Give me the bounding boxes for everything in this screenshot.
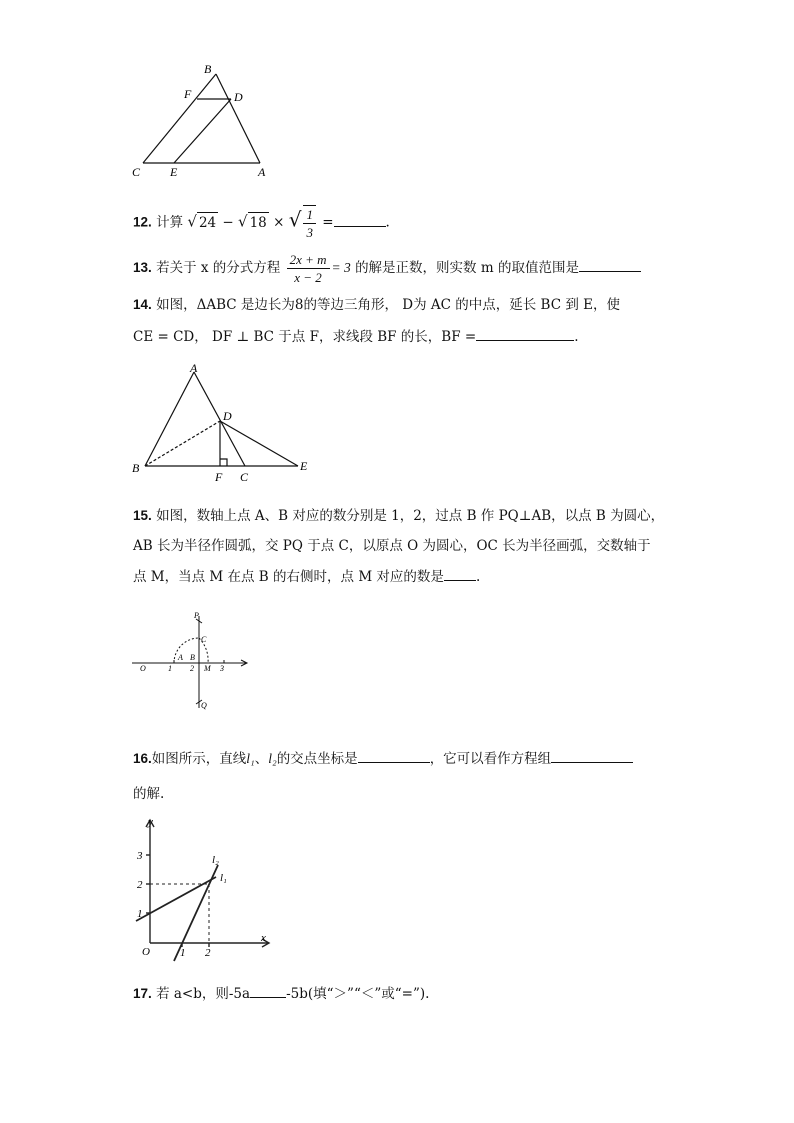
tick-1: 1 [168, 664, 172, 673]
question-text: 计算 [156, 214, 184, 231]
question-text: 如图，ΔABC 是边长为8的等边三角形， D为 AC 的中点，延长 BC 到 E，使 [156, 297, 620, 313]
question-number: 16. [133, 751, 152, 766]
answer-blank[interactable] [250, 983, 286, 998]
segment-bc [143, 74, 216, 163]
question-number: 12. [133, 214, 152, 230]
label-d: D [234, 90, 243, 104]
y-tick-2: 2 [137, 879, 143, 891]
axis-x-label: x [261, 932, 266, 944]
label-d: D [223, 409, 232, 423]
label-o: O [140, 664, 146, 673]
label-b: B [190, 653, 195, 662]
question-text: 如图，数轴上点 A、B 对应的数分别是 1，2，过点 B 作 PQ⊥AB，以点 B 为圆心， [156, 508, 665, 524]
label-e: E [300, 459, 308, 473]
question-16-line-2 [133, 784, 164, 804]
question-text: 若关于 x 的分式方程 [156, 260, 281, 276]
question-text: 若 a<b，则-5a [156, 986, 251, 1002]
question-15-line-1 [133, 506, 664, 526]
answer-blank-2[interactable] [551, 748, 633, 763]
label-m: M [204, 664, 211, 673]
question-13: 13. 若关于 x 的分式方程 $\frac{2x + m}{x - 2}$ = 3 的解是正数，则实数 m 的取值范围是 [133, 251, 641, 286]
label-b: B [132, 461, 140, 475]
label-p: P [194, 611, 199, 620]
label-q: Q [201, 701, 207, 710]
number-line-figure-15 [128, 608, 258, 718]
label-origin: O [142, 946, 150, 958]
y-tick-3: 3 [137, 850, 143, 862]
label-c: C [240, 470, 249, 484]
segment-de [174, 99, 231, 163]
label-a: A [190, 361, 198, 375]
label-l2: l₂ [212, 854, 219, 866]
question-text: AB 长为半径作圆弧，交 PQ 于点 C，以原点 O 为圆心，OC 长为半径画弧，交数轴于 [133, 538, 651, 554]
label-e: E [170, 165, 178, 179]
sqrt-18: 18 [248, 212, 269, 233]
question-text: CE = CD， DF ⊥ BC 于点 F，求线段 BF 的长，BF = [133, 329, 477, 345]
label-f: F [184, 87, 192, 101]
equation-fraction: $\frac{2x + m}{x - 2}$ [287, 251, 330, 286]
question-number: 15. [133, 508, 152, 523]
sqrt-24: 24 [197, 212, 218, 233]
label-a: A [178, 653, 183, 662]
answer-blank[interactable] [579, 257, 641, 272]
question-text: 如图所示，直线 [151, 751, 247, 767]
segment-ba [216, 74, 260, 163]
question-17: 17. 若 a<b，则-5a -5b(填“＞”“＜”或“=”). [133, 983, 429, 1004]
label-a: A [258, 165, 266, 179]
question-14-line-1 [133, 295, 620, 315]
answer-blank[interactable] [444, 566, 476, 581]
question-number: 17. [133, 986, 152, 1001]
question-15-line-2 [133, 536, 651, 556]
tick-3: 3 [220, 664, 224, 673]
question-15-line-3: 点 M，当点 M 在点 B 的右侧时，点 M 对应的数是 . [133, 566, 480, 587]
answer-blank[interactable] [476, 326, 574, 341]
question-12: 12. 计算 √ 24 − √ 18 × √ $\frac{1}{3}$ = . [133, 207, 390, 240]
y-tick-1: 1 [137, 908, 143, 920]
triangle-figure-14 [128, 360, 328, 485]
question-text: 点 M，当点 M 在点 B 的右侧时，点 M 对应的数是 [133, 569, 444, 585]
fraction-one-third: $\frac{1}{3}$ [303, 205, 316, 241]
x-tick-2: 2 [205, 947, 211, 959]
question-16-line-1: 16.如图所示，直线l₁、l₂的交点坐标是 ，它可以看作方程组 [133, 748, 633, 769]
question-text: 的解. [133, 786, 165, 802]
question-14-line-2: CE = CD， DF ⊥ BC 于点 F，求线段 BF 的长，BF = . [133, 326, 579, 347]
triangle-figure-11 [128, 60, 273, 185]
coordinate-graph-figure-16 [128, 815, 278, 965]
x-tick-1: 1 [180, 947, 186, 959]
label-f: F [215, 470, 223, 484]
question-number: 14. [133, 297, 152, 312]
tick-2: 2 [190, 664, 194, 673]
answer-blank-1[interactable] [358, 748, 430, 763]
label-c: C [201, 635, 207, 644]
axis-y-label: y [148, 816, 153, 828]
question-number: 13. [133, 260, 152, 275]
label-c: C [132, 165, 141, 179]
label-l1: l₁ [220, 872, 227, 884]
answer-blank[interactable] [334, 212, 386, 227]
label-b: B [204, 62, 212, 76]
